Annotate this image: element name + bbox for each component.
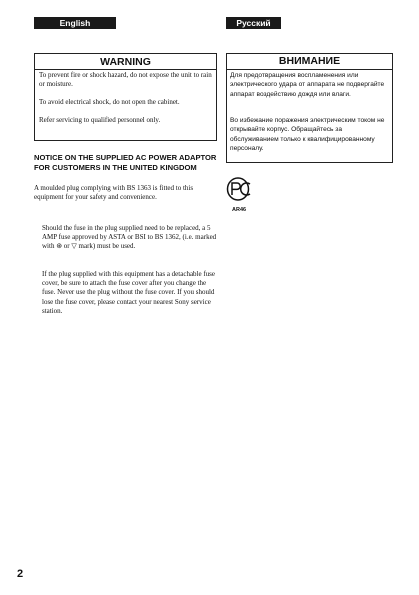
uk-plug-notice-intro: A moulded plug complying with BS 1363 is fitted to this equipment for your safety and convenience.	[34, 184, 194, 202]
russian-section-tab: Русский	[226, 17, 281, 29]
certification-code: AR46	[232, 207, 247, 213]
english-warning-divider	[35, 69, 216, 70]
russian-warning-divider	[227, 69, 392, 70]
uk-plug-fuse-cover-paragraph: If the plug supplied with this equipment has a detachable fuse cover, be sure to attach the fuse cover after you change the fuse. Never use the plug without the fuse cover. If you should lose the fuse cover, please contact your nearest Sony service station.	[42, 270, 216, 315]
english-warning-paragraph-1: To prevent fire or shock hazard, do not expose the unit to rain or moisture.	[39, 71, 212, 89]
page-number: 2	[17, 568, 24, 580]
uk-plug-notice-heading: NOTICE ON THE SUPPLIED AC POWER ADAPTOR FOR CUSTOMERS IN THE UNITED KINGDOM	[34, 153, 217, 172]
uk-plug-fuse-paragraph: Should the fuse in the plug supplied need to be replaced, a 5 AMP fuse approved by ASTA or BSI to BS 1362, (i.e. marked with ⊛ or ▽ mark) must be used.	[42, 224, 217, 251]
russian-warning-box	[226, 53, 393, 163]
russian-warning-paragraph-2: Во избежание поражения электрическим током не открывайте корпус. Обращайтесь за обслуживанием только к квалифицированному персоналу.	[230, 117, 385, 153]
english-warning-paragraph-2-line-2: Refer servicing to qualified personnel only.	[39, 116, 161, 124]
english-section-tab: English	[34, 17, 116, 29]
russian-warning-title: ВНИМАНИЕ	[278, 55, 341, 67]
pct-certification-icon	[226, 176, 254, 202]
english-warning-box	[34, 53, 217, 141]
russian-warning-paragraph-1: Для предотвращения воспламенения или электрического удара от аппарата не подвергайте аппарат воздействию дождя или влаги.	[230, 72, 385, 98]
english-warning-paragraph-2-line-1: To avoid electrical shock, do not open the cabinet.	[39, 98, 180, 106]
english-warning-title: WARNING	[100, 56, 151, 68]
pct-certification-mark	[226, 176, 254, 213]
